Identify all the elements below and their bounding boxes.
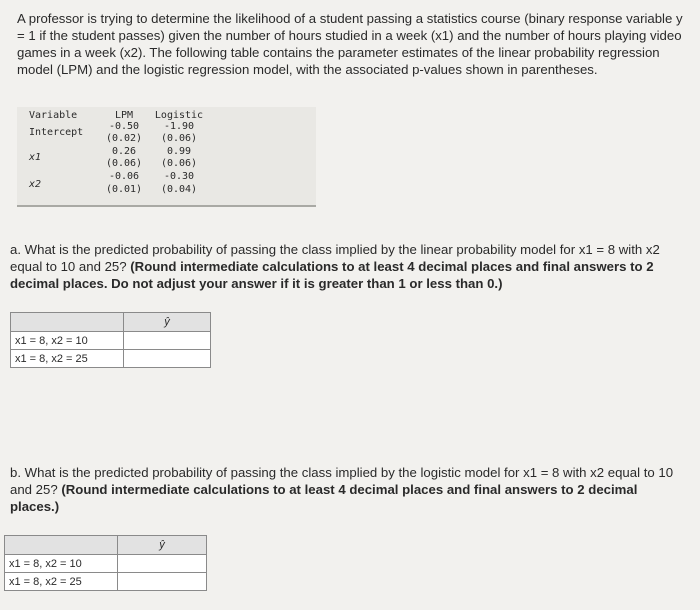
table-row bbox=[11, 332, 211, 350]
part-b-row2-label: x1 = 8, x2 = 25 bbox=[5, 573, 118, 591]
x2-logistic-p: (0.04) bbox=[160, 184, 198, 195]
part-b-answer-table bbox=[4, 535, 207, 591]
x2-lpm-p: (0.01) bbox=[105, 184, 143, 195]
x1-lpm-p: (0.06) bbox=[105, 158, 143, 169]
header-lpm: LPM bbox=[114, 110, 134, 121]
x1-logistic-p: (0.06) bbox=[160, 158, 198, 169]
intercept-lpm-p: (0.02) bbox=[105, 133, 143, 144]
row-x1-label: x1 bbox=[29, 152, 42, 163]
part-b-instruction: (Round intermediate calculations to at least 4 decimal places and final answers to 2 decimal places.) bbox=[10, 482, 638, 514]
x1-logistic: 0.99 bbox=[166, 146, 192, 157]
part-a-row1-label: x1 = 8, x2 = 10 bbox=[11, 332, 124, 350]
part-a-instruction: (Round intermediate calculations to at least 4 decimal places and final answers to 2 decimal places. Do not adjust your answer if it is greater than 1 or less than 0.) bbox=[10, 259, 654, 291]
table-row bbox=[11, 350, 211, 368]
part-a-question-text: a. What is the predicted probability of passing the class implied by the linear probability model for x1 = 8 with x2 equal to 10 and 25? bbox=[10, 242, 660, 274]
part-b-question bbox=[10, 464, 690, 515]
part-a-question bbox=[10, 241, 690, 292]
intercept-logistic: -1.90 bbox=[163, 121, 195, 132]
part-b-answer-input-1[interactable] bbox=[122, 558, 202, 570]
intercept-lpm: -0.50 bbox=[108, 121, 140, 132]
header-variable: Variable bbox=[29, 110, 78, 121]
problem-intro: A professor is trying to determine the likelihood of a student passing a statistics course (binary response variable y = 1 if the student passes) given the number of hours studied in a week (x1) and the number of hours playing video games in a week (x2). The following table contains the parameter estimates of the linear probability regression model (LPM) and the logistic regression model, with the associated p-values shown in parentheses. bbox=[17, 11, 683, 77]
row-x2-label: x2 bbox=[29, 179, 42, 190]
header-logistic: Logistic bbox=[154, 110, 204, 121]
table-row bbox=[5, 573, 207, 591]
part-a-yhat-header: ŷ bbox=[124, 313, 211, 332]
x1-lpm: 0.26 bbox=[111, 146, 137, 157]
part-b-yhat-header: ŷ bbox=[118, 536, 207, 555]
intercept-logistic-p: (0.06) bbox=[160, 133, 198, 144]
x2-logistic: -0.30 bbox=[163, 171, 195, 182]
part-b-row1-label: x1 = 8, x2 = 10 bbox=[5, 555, 118, 573]
part-a-answer-input-1[interactable] bbox=[128, 335, 206, 347]
table-row bbox=[5, 555, 207, 573]
x2-lpm: -0.06 bbox=[108, 171, 140, 182]
part-b-question-text: b. What is the predicted probability of passing the class implied by the logistic model for x1 = 8 with x2 equal to 10 and 25? bbox=[10, 465, 674, 497]
part-a-answer-input-2[interactable] bbox=[128, 353, 206, 365]
part-b-answer-input-2[interactable] bbox=[122, 576, 202, 588]
row-intercept-label: Intercept bbox=[29, 127, 84, 138]
parameter-estimates-table bbox=[17, 107, 316, 207]
part-a-answer-table bbox=[10, 312, 211, 368]
part-a-row2-label: x1 = 8, x2 = 25 bbox=[11, 350, 124, 368]
